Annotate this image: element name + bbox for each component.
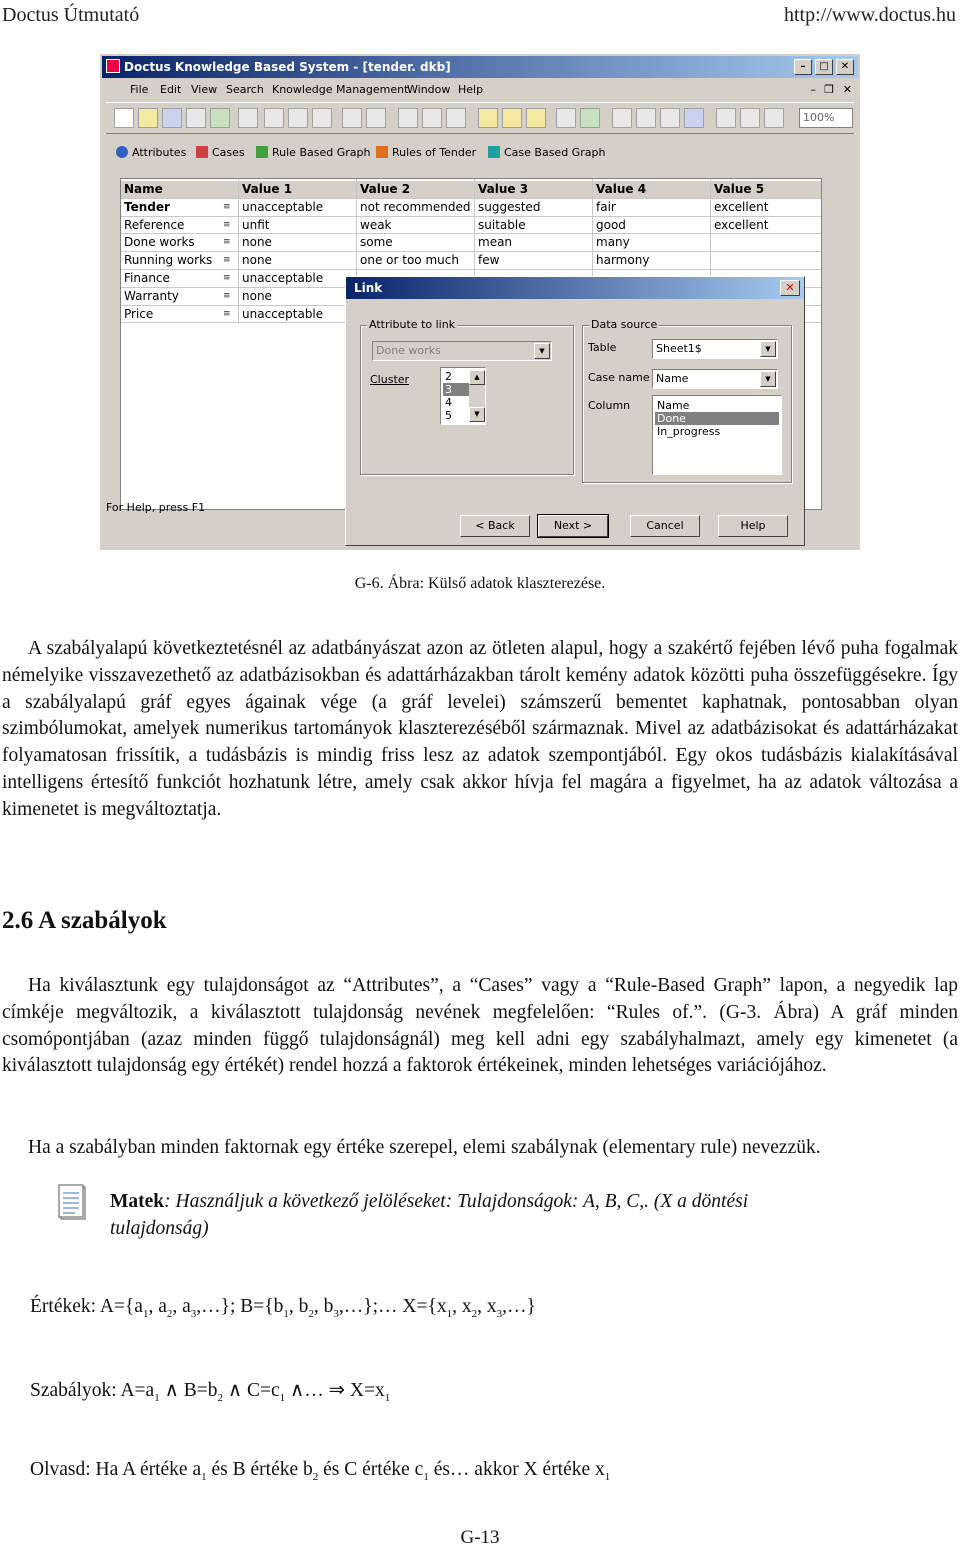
scroll-up-icon[interactable]: ▲	[469, 370, 485, 385]
paragraph-3	[2, 1135, 958, 1162]
cases-icon	[196, 146, 208, 158]
close-button[interactable]: ✕	[836, 59, 854, 75]
f1-part: , b	[313, 1296, 334, 1317]
f1-part: ,…};… X={x	[338, 1296, 447, 1317]
print-icon[interactable]	[186, 108, 206, 128]
tab-rule-based-graph-label: Rule Based Graph	[272, 146, 371, 159]
column-label: Column	[588, 399, 631, 412]
chart-icon[interactable]	[660, 108, 680, 128]
sort-icon[interactable]	[446, 108, 466, 128]
table-icon[interactable]	[612, 108, 632, 128]
grid-cell[interactable]	[711, 252, 821, 269]
f3-sub: 1	[423, 1470, 429, 1483]
menu-edit[interactable]: Edit	[160, 83, 182, 96]
link-icon[interactable]	[210, 108, 230, 128]
undo-icon[interactable]	[342, 108, 362, 128]
link-dialog	[345, 276, 805, 546]
table-combo[interactable]	[652, 339, 778, 359]
status-bar: For Help, press F1	[106, 501, 206, 514]
grid-header-cell: Value 3	[475, 181, 593, 198]
formula-rules	[30, 1378, 390, 1404]
check-icon[interactable]	[636, 108, 656, 128]
data-source-group-label: Data source	[591, 318, 658, 331]
f1-part: , x	[477, 1296, 497, 1317]
grid-cell[interactable]: excellent	[714, 199, 769, 214]
grid-header-cell: Value 2	[357, 181, 475, 198]
f3-sub: 1	[604, 1470, 611, 1483]
f1-sub: 1	[283, 1307, 289, 1320]
tab-attributes-label: Attributes	[132, 146, 187, 159]
f1-sub: 3	[496, 1307, 503, 1320]
notepad-icon	[58, 1184, 88, 1222]
open-icon[interactable]	[138, 108, 158, 128]
app-titlebar	[102, 56, 858, 78]
grid-cell[interactable]: Warranty	[124, 288, 179, 303]
grid-cell[interactable]: none	[242, 235, 272, 250]
table-combo-value: Sheet1$	[656, 342, 702, 355]
grid-cell[interactable]: mean	[478, 235, 513, 250]
section-heading: 2.6 A szabályok	[2, 907, 167, 934]
minimize-button[interactable]: –	[794, 59, 812, 75]
tab-cases[interactable]	[196, 146, 245, 159]
f2-part: ∧ B=b	[159, 1380, 218, 1401]
note-label: Matek	[110, 1191, 165, 1212]
smiley-icon[interactable]	[478, 108, 498, 128]
graph-icon[interactable]	[556, 108, 576, 128]
header-left: Doctus Útmutató	[2, 4, 140, 26]
row-type-icon: ≡	[223, 219, 231, 230]
grid-cell[interactable]: few	[478, 253, 500, 268]
grid-cell[interactable]: none	[242, 288, 272, 303]
tab-case-based-graph-label: Case Based Graph	[504, 146, 606, 159]
app-title: Doctus Knowledge Based System - [tender. dkb]	[124, 60, 451, 74]
note-text: : Használjuk a következő jelöléseket: Tulajdonságok: A, B, C,. (X a döntési tulajdonság)	[110, 1191, 749, 1239]
cluster-item[interactable]: 2	[445, 370, 452, 383]
f1-part: ,…}; B={b	[196, 1296, 284, 1317]
screenshot-figure	[100, 54, 860, 550]
grid-header-cell: Name	[121, 181, 239, 198]
dialog-title: Link	[346, 277, 804, 299]
grid-cell[interactable]: good	[596, 217, 626, 232]
f2-part: ∧ C=c	[222, 1380, 280, 1401]
tab-bar	[110, 142, 854, 164]
f1-sub: 2	[471, 1307, 478, 1320]
cluster-item[interactable]: 5	[445, 409, 452, 422]
cluster-list[interactable]	[440, 367, 486, 425]
toolbar	[106, 102, 854, 134]
cut-icon[interactable]	[264, 108, 284, 128]
formula-values	[30, 1296, 536, 1320]
grid-cell[interactable]: Reference	[124, 217, 185, 232]
copy-icon[interactable]	[288, 108, 308, 128]
f1-part: ,…}	[502, 1296, 536, 1317]
row-type-icon: ≡	[223, 290, 231, 301]
f2-part: Szabályok: A=a	[30, 1380, 155, 1401]
formula-read	[30, 1459, 610, 1483]
app-window	[100, 54, 860, 550]
case-name-combo[interactable]	[652, 369, 778, 389]
f1-sub: 1	[446, 1307, 453, 1320]
tab-rules-of-tender[interactable]	[376, 146, 476, 159]
f1-sub: 1	[142, 1307, 149, 1320]
attribute-combo[interactable]	[372, 341, 552, 361]
tree-icon[interactable]	[580, 108, 600, 128]
cluster-item[interactable]: 3	[443, 383, 483, 396]
f1-part: , x	[452, 1296, 472, 1317]
menu-view[interactable]: View	[191, 83, 218, 96]
cluster-label: Cluster	[370, 373, 410, 386]
grid-cell[interactable]: fair	[596, 199, 616, 214]
paragraph-1	[2, 636, 958, 824]
f3-part: Olvasd: Ha A értéke a	[30, 1459, 202, 1480]
redo-icon[interactable]	[366, 108, 386, 128]
attribute-combo-value: Done works	[376, 344, 441, 357]
menu-search[interactable]: Search	[226, 83, 264, 96]
rule-graph-icon	[256, 146, 268, 158]
grid-cell[interactable]: unacceptable	[242, 271, 324, 285]
attribute-group-label: Attribute to link	[369, 318, 456, 331]
grid-cell[interactable]: unacceptable	[242, 199, 324, 214]
grid-cell[interactable]: one or too much	[360, 253, 459, 268]
paragraph-2	[2, 973, 958, 1080]
grid-col-line	[238, 179, 239, 323]
paste-icon[interactable]	[312, 108, 332, 128]
f1-part: , a	[172, 1296, 191, 1317]
tab-rule-based-graph[interactable]	[256, 146, 370, 159]
f1-sub: 3	[333, 1307, 339, 1320]
grid-cell[interactable]: suitable	[478, 217, 526, 232]
paragraph-2-text: Ha kiválasztunk egy tulajdonságot az “Attributes”, a “Cases” vagy a “Rule-Based Graph” lapon, a negyedik lap címkéje megváltozik, a kiválasztott tulajdonság nevének megfelelően: “Rules of.”. (G-3. Ábra) A gráf minden csomópontjában (azaz minden függő tulajdonságnál) meg kell adni egy szabályhalmazt, amely egy kimenetet (a kiválasztott tulajdonság egy értékét) rendel hozzá a faktorok értékeinek, minden lehetséges variációjához.	[2, 975, 958, 1077]
chevron-down-icon[interactable]: ▼	[760, 371, 776, 387]
f3-sub: 2	[312, 1470, 319, 1483]
menu-window[interactable]: Window	[407, 83, 451, 96]
paragraph-1-text: A szabályalapú következtetésnél az adatbányászat azon az ötleten alapul, hogy a szakértő fejében lévő puha fogalmak némelyike visszavezethető az adatbázisokban és adattárházakban tárolt kemény adatok közötti puha összefüggésekre. Így a szabályalapú gráf egyes ágainak vége (a gráf levelei) számszerű bementet kaphatnak, pontosabban olyan szimbólumokat, amelyek numerikus tartományok klaszterezéséből származnak. Mivel az adatbázisokat és adattárházakat folyamatosan frissítik, a tudásbázis is mindig friss lesz az adatok szempontjából. Egy okos tudásbázis kialakításával intelligens értesítő funkciót hozhatunk létre, amely csak akkor hívja fel magára a figyelmet, ha az adatok változása a kimenetet is megváltoztatja.	[2, 638, 958, 820]
case-name-label: Case name	[588, 371, 650, 384]
smiley-neutral-icon[interactable]	[502, 108, 522, 128]
grid-cell[interactable]: harmony	[596, 253, 650, 268]
cluster-item[interactable]: 4	[445, 396, 452, 409]
grid-cell[interactable]: suggested	[478, 199, 541, 214]
cluster-scrollbar[interactable]	[469, 370, 485, 422]
column-item[interactable]: In_progress	[657, 425, 721, 438]
scroll-down-icon[interactable]: ▼	[469, 407, 485, 422]
f2-sub: 1	[384, 1391, 391, 1404]
grid-cell[interactable]: Tender	[124, 199, 170, 214]
f1-part: Értékek: A={a	[30, 1296, 143, 1317]
menu-help[interactable]: Help	[458, 83, 484, 96]
f1-sub: 2	[308, 1307, 314, 1320]
f1-part: , a	[148, 1296, 167, 1317]
help-button[interactable]: Help	[718, 515, 788, 537]
tab-rules-of-tender-label: Rules of Tender	[392, 146, 477, 159]
f2-sub: 1	[154, 1391, 160, 1404]
chevron-down-icon[interactable]: ▼	[534, 343, 550, 359]
grid-cell[interactable]: some	[360, 235, 393, 250]
grid-header-cell: Value 5	[711, 181, 821, 198]
context-help-icon[interactable]	[740, 108, 760, 128]
list-icon[interactable]	[764, 108, 784, 128]
grid-cell[interactable]: Done works	[124, 235, 195, 250]
f3-part: és C értéke c	[318, 1459, 424, 1480]
f3-sub: 1	[201, 1470, 207, 1483]
mdi-restore-icon[interactable]: ❐	[824, 83, 834, 96]
page-number: G-13	[460, 1527, 500, 1548]
mdi-close-icon[interactable]: ✕	[842, 83, 852, 96]
row-type-icon: ≡	[223, 273, 231, 283]
f1-sub: 3	[190, 1307, 197, 1320]
tab-case-based-graph[interactable]	[488, 146, 605, 159]
grid-cell[interactable]: none	[242, 253, 272, 268]
attributes-icon	[116, 146, 128, 158]
header-right[interactable]: http://www.doctus.hu	[783, 4, 956, 26]
grid-cell[interactable]: unfit	[242, 217, 270, 232]
brush-icon[interactable]	[422, 108, 442, 128]
grid-cell[interactable]: many	[596, 235, 630, 250]
eraser-icon[interactable]	[238, 108, 258, 128]
figure-caption: G-6. Ábra: Külső adatok klaszterezése.	[354, 575, 606, 592]
row-type-icon: ≡	[223, 255, 231, 266]
mdi-minimize-icon[interactable]: –	[810, 83, 816, 96]
cancel-button[interactable]: Cancel	[630, 515, 700, 537]
dialog-close-icon[interactable]: ✕	[780, 280, 800, 296]
row-type-icon: ≡	[223, 308, 231, 319]
f3-part: és… akkor X értéke x	[428, 1459, 605, 1480]
math-note	[110, 1188, 810, 1242]
f2-sub: 2	[217, 1391, 223, 1404]
grid-cell[interactable]: excellent	[714, 217, 769, 232]
zoom-select[interactable]: 100%	[799, 108, 853, 128]
grid-cell[interactable]: Running works	[124, 253, 213, 268]
back-button[interactable]: < Back	[460, 515, 530, 537]
case-graph-icon	[488, 146, 500, 158]
help-icon[interactable]	[716, 108, 736, 128]
grid-header-cell: Value 1	[239, 181, 357, 198]
tab-attributes[interactable]	[116, 146, 186, 159]
new-icon[interactable]	[114, 108, 134, 128]
f2-sub: 1	[279, 1391, 286, 1404]
maximize-button[interactable]: □	[815, 59, 833, 75]
smiley-sad-icon[interactable]	[526, 108, 546, 128]
grid-cell[interactable]: Price	[124, 306, 154, 321]
row-type-icon: ≡	[223, 201, 231, 212]
grid-cell[interactable]: unacceptable	[242, 306, 324, 321]
grid-icon[interactable]	[398, 108, 418, 128]
f1-sub: 2	[166, 1307, 173, 1320]
grid-cell[interactable]	[711, 234, 821, 251]
app-icon	[106, 59, 120, 73]
f3-part: és B értéke b	[206, 1459, 313, 1480]
info-icon[interactable]	[684, 108, 704, 128]
grid-cell[interactable]: not recommended	[360, 199, 471, 214]
paragraph-3-text: Ha a szabályban minden faktornak egy értéke szerepel, elemi szabálynak (elementary rule) nevezzük.	[28, 1137, 821, 1158]
grid-cell[interactable]: Finance	[124, 271, 170, 285]
next-button[interactable]: Next >	[538, 515, 608, 537]
chevron-down-icon[interactable]: ▼	[760, 341, 776, 357]
f2-part: ∧… ⇒ X=x	[285, 1380, 385, 1401]
menubar	[102, 80, 858, 100]
f1-part: , b	[288, 1296, 309, 1317]
rules-icon	[376, 146, 388, 158]
menu-file[interactable]: File	[130, 83, 149, 96]
column-list[interactable]	[652, 395, 782, 475]
tab-cases-label: Cases	[212, 146, 245, 159]
column-item[interactable]: Name	[657, 399, 690, 412]
column-item[interactable]: Done	[655, 412, 779, 425]
menu-knowledge-management[interactable]: Knowledge Management	[272, 83, 409, 96]
row-type-icon: ≡	[223, 237, 231, 248]
save-icon[interactable]	[162, 108, 182, 128]
table-label: Table	[588, 341, 617, 354]
grid-cell[interactable]: weak	[360, 217, 392, 232]
case-name-combo-value: Name	[656, 372, 689, 385]
grid-header-cell: Value 4	[593, 181, 711, 198]
